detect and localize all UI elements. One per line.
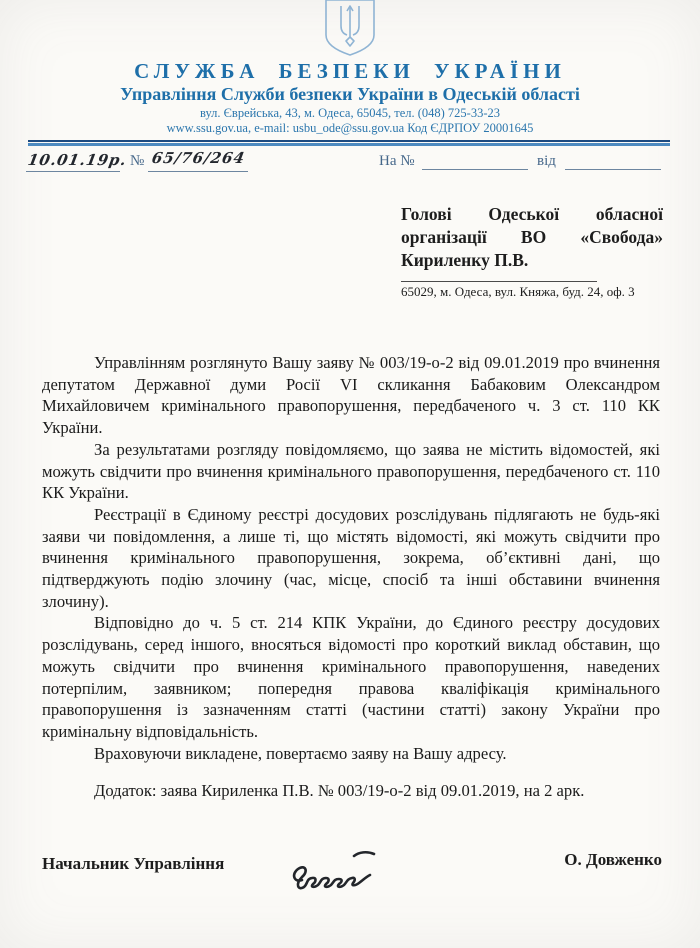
letterhead — [0, 0, 700, 146]
date-underline — [26, 149, 120, 172]
signature-row — [42, 848, 662, 896]
attachment-line: Додаток: заява Кириленка П.В. № 003/19-о-2 від 09.01.2019, на 2 арк. — [94, 781, 585, 801]
handwritten-outgoing-number: 65/76/264 — [150, 149, 247, 167]
number-sign-label: № — [130, 153, 145, 169]
recipient-address-divider — [401, 281, 597, 282]
handwritten-date: 10.01.19р. — [26, 151, 129, 169]
incoming-number-label: На № — [379, 153, 415, 169]
signer-position-title: Начальник Управління — [42, 854, 225, 873]
paragraph-3: Реєстрації в Єдиному реєстрі досудових розслідувань підлягають не будь-які заяви чи повідомлення, а лише ті, що містять відомості, які можуть свідчити про вчинення кримінального правопорушення, зокрема, об’єктивні дані, що підтверджують подію злочину (час, місце, спосіб та інші обставини вчинення злочину). — [42, 504, 660, 611]
recipient-line3: Кириленку П.В. — [401, 250, 529, 270]
letterhead-divider — [28, 140, 670, 146]
divider-thick-line — [28, 143, 670, 146]
paragraph-4: Відповідно до ч. 5 ст. 214 КПК України, до Єдиного реєстру досудових розслідувань, серед іншого, вносяться відомості про короткий виклад обставин, що можуть свідчити про вчинення кримінального правопорушення, наведених потерпілим, заявником; попередня правова кваліфікація кримінального правопорушення із зазначенням статті (частини статті) закону України про кримінальну відповідальність. — [42, 613, 660, 741]
handwritten-signature — [286, 844, 382, 896]
signer-name: О. Довженко — [564, 850, 662, 869]
incoming-number-blank — [422, 149, 528, 170]
org-address-line2: www.ssu.gov.ua, e-mail: usbu_ode@ssu.gov.ua Код ЄДРПОУ 20001645 — [166, 121, 534, 135]
recipient-block — [401, 203, 663, 300]
recipient-line1: Голові Одеської обласної — [401, 204, 663, 224]
divider-thin-line — [28, 140, 670, 142]
org-address-line1: вул. Єврейська, 43, м. Одеса, 65045, тел. (048) 725-33-23 — [200, 106, 500, 120]
org-unit: Управління Служби безпеки України в Одеській області — [120, 84, 580, 104]
org-name: СЛУЖБА БЕЗПЕКИ УКРАЇНИ — [134, 59, 566, 83]
reference-row — [0, 149, 700, 181]
recipient-line2: організації ВО «Свобода» — [401, 227, 663, 247]
recipient-address: 65029, м. Одеса, вул. Княжа, буд. 24, оф. 3 — [401, 284, 635, 299]
paragraph-5: Враховуючи викладене, повертаємо заяву на Вашу адресу. — [94, 743, 507, 763]
from-date-label: від — [537, 153, 556, 169]
paragraph-2: За результатами розгляду повідомляємо, що заява не містить відомостей, які можуть свідчити про вчинення кримінального правопорушення, передбаченого ст. 110 КК України. — [42, 439, 660, 503]
ukraine-trident-icon — [319, 0, 381, 56]
paragraph-1: Управлінням розглянуто Вашу заяву № 003/19-о-2 від 09.01.2019 про вчинення депутатом Державної думи Росії VI скликання Бабаковим Олександром Михайловичем кримінального правопорушення, передбаченого ч. 3 ст. 110 КК України. — [42, 353, 660, 438]
outgoing-number-underline — [148, 149, 248, 172]
letter-body — [42, 352, 660, 764]
from-date-blank — [565, 149, 661, 170]
